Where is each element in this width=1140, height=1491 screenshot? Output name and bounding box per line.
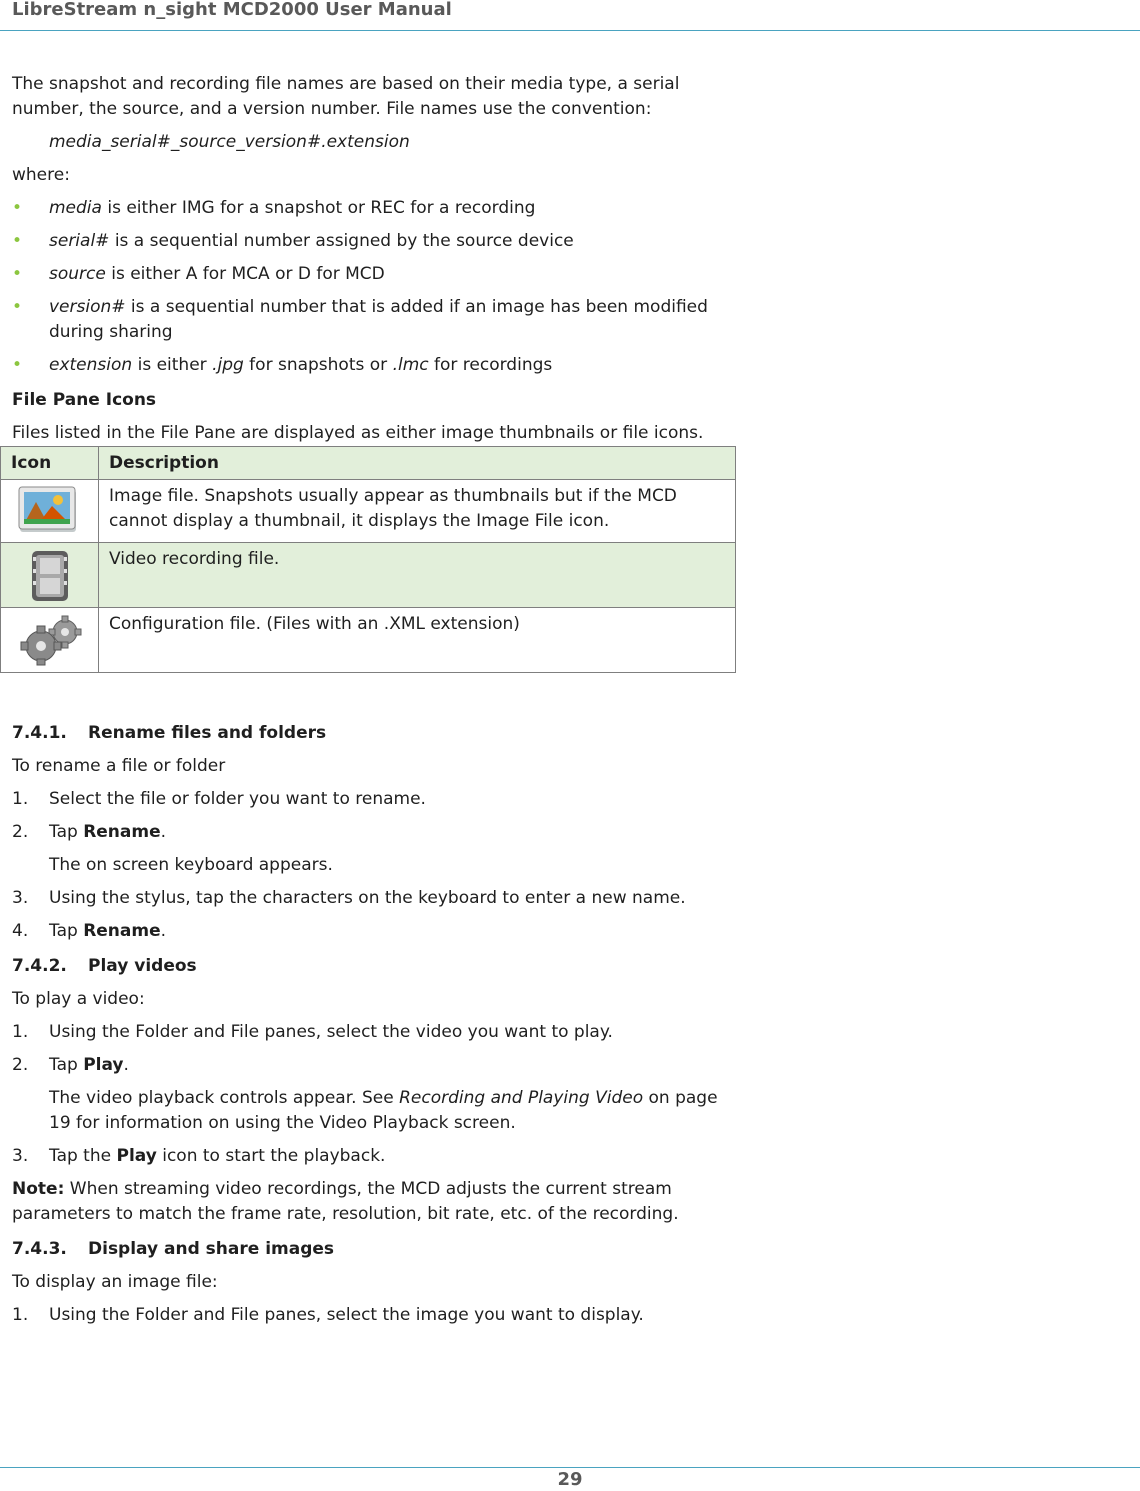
page-number: 29	[557, 1469, 583, 1490]
display-intro: To display an image file:	[12, 1272, 218, 1292]
file-pane-text: Files listed in the File Pane are displayed as either image thumbnails or file icons.	[12, 423, 704, 443]
list-item: • version# is a sequential number that is added if an image has been modified during sharing	[12, 297, 708, 342]
step-item: 2. Tap Play.	[12, 1055, 129, 1075]
bullet-icon: •	[12, 355, 23, 375]
page-footer	[0, 1467, 1140, 1491]
bullet-icon: •	[12, 297, 23, 317]
config-file-icon	[17, 614, 87, 666]
step-item: 2. Tap Rename.	[12, 822, 167, 842]
table-cell-description: Configuration file. (Files with an .XML extension)	[99, 608, 736, 673]
step-item: 1. Using the Folder and File panes, select the image you want to display.	[12, 1305, 644, 1325]
section-heading-display: 7.4.3. Display and share images	[12, 1239, 335, 1259]
file-pane-heading: File Pane Icons	[12, 390, 157, 410]
page-header	[0, 0, 1140, 31]
step-item: 4. Tap Rename.	[12, 921, 167, 941]
cross-reference-link[interactable]: Recording and Playing Video	[399, 1088, 644, 1108]
document-title: LibreStream n_sight MCD2000 User Manual	[12, 0, 452, 20]
table-cell-description: Image file. Snapshots usually appear as thumbnails but if the MCD cannot display a thumbnail, it displays the Image File icon.	[99, 480, 736, 543]
play-intro: To play a video:	[12, 989, 145, 1009]
step-note: The on screen keyboard appears.	[49, 855, 333, 875]
icons-table	[0, 446, 736, 673]
step-item: 1. Select the file or folder you want to rename.	[12, 789, 426, 809]
list-item: • serial# is a sequential number assigned by the source device	[12, 229, 736, 254]
section-heading-rename: 7.4.1. Rename files and folders	[12, 723, 327, 743]
step-item: 1. Using the Folder and File panes, select the video you want to play.	[12, 1022, 613, 1042]
step-note: The video playback controls appear. See Recording and Playing Video on page 19 for information on using the Video Playback screen.	[49, 1088, 718, 1133]
note-paragraph: Note: When streaming video recordings, the MCD adjusts the current stream parameters to match the frame rate, resolution, bit rate, etc. of the recording.	[12, 1179, 679, 1224]
video-file-icon	[28, 549, 76, 603]
rename-intro: To rename a file or folder	[12, 756, 226, 776]
column-header-icon: Icon	[1, 447, 99, 480]
image-file-icon	[18, 486, 80, 534]
table-header-row	[1, 447, 736, 480]
list-item: • media is either IMG for a snapshot or REC for a recording	[12, 196, 736, 221]
list-item: • extension is either .jpg for snapshots or .lmc for recordings	[12, 353, 736, 378]
table-row	[1, 480, 736, 543]
bullet-icon: •	[12, 264, 23, 284]
where-label: where:	[12, 165, 70, 185]
filename-convention: media_serial#_source_version#.extension	[49, 132, 410, 152]
intro-paragraph: The snapshot and recording file names are based on their media type, a serial number, the source, and a version number. File names use the convention:	[12, 74, 680, 119]
list-item: • source is either A for MCA or D for MCD	[12, 262, 736, 287]
step-item: 3. Tap the Play icon to start the playback.	[12, 1146, 386, 1166]
table-cell-description: Video recording file.	[99, 543, 736, 608]
table-row	[1, 608, 736, 673]
step-item: 3. Using the stylus, tap the characters on the keyboard to enter a new name.	[12, 888, 686, 908]
column-header-description: Description	[99, 447, 736, 480]
table-row	[1, 543, 736, 608]
bullet-icon: •	[12, 231, 23, 251]
bullet-icon: •	[12, 198, 23, 218]
section-heading-play: 7.4.2. Play videos	[12, 956, 197, 976]
page-content	[12, 72, 736, 1328]
